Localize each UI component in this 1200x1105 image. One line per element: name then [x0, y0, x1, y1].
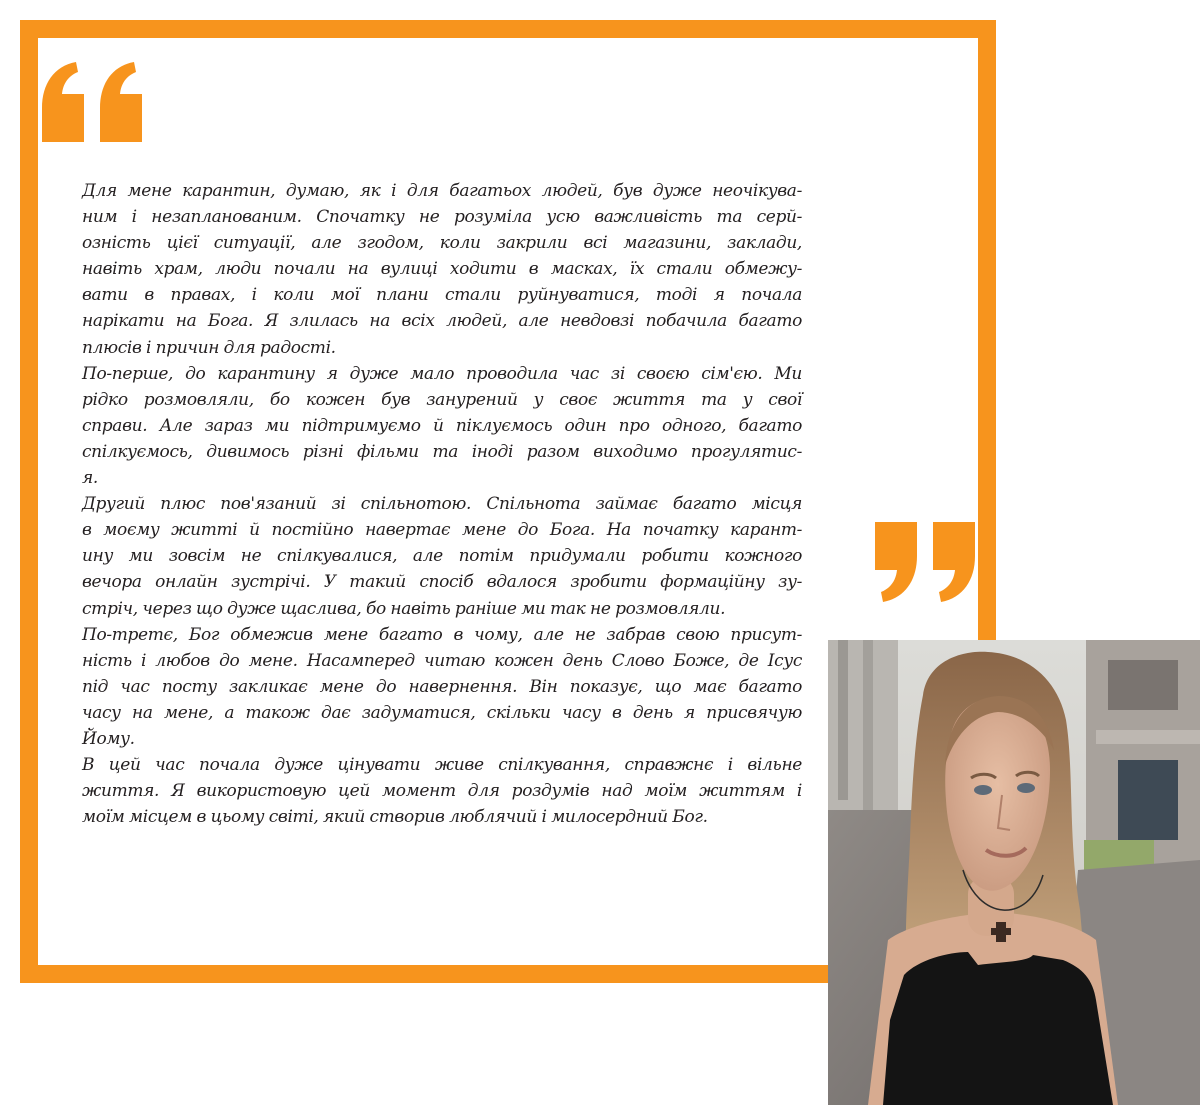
quote-line: ним і незапланованим. Спочатку не розуміла усю важливість та серй- — [82, 207, 802, 228]
quote-line: нарікати на Бога. Я злилась на всіх людей, але невдовзі побачила багато — [82, 311, 802, 332]
quote-line: в моєму житті й постійно навертає мене до Бога. На початку карант- — [82, 520, 802, 541]
quote-line: рідко розмовляли, бо кожен був занурений у своє життя та у свої — [82, 389, 802, 410]
quote-line: стріч, через що дуже щаслива, бо навіть раніше ми так не розмовляли. — [82, 598, 726, 619]
quote-line: По-третє, Бог обмежив мене багато в чому, але не забрав свою присут- — [82, 624, 802, 645]
quote-line: справи. Але зараз ми підтримуємо й піклуємось один про одного, багато — [82, 415, 802, 436]
quote-line: часу на мене, а також дає задуматися, скільки часу в день я присвячую — [82, 702, 802, 723]
quote-line: Для мене карантин, думаю, як і для багатьох людей, був дуже неочікува- — [82, 181, 802, 201]
close-quote-marks — [875, 522, 975, 602]
quote-line: Йому. — [82, 728, 135, 749]
quote-body — [82, 178, 802, 830]
quote-line: озність цієї ситуації, але згодом, коли закрили всі магазини, заклади, — [82, 233, 802, 254]
author-photo — [828, 640, 1200, 1105]
quote-line: моїм місцем в цьому світі, який створив люблячий і милосердний Бог. — [82, 807, 708, 828]
quote-line: плюсів і причин для радості. — [82, 337, 336, 358]
quote-line: ність і любов до мене. Насамперед читаю кожен день Слово Боже, де Ісус — [82, 650, 802, 671]
open-quote-marks — [42, 62, 142, 142]
quote-line: життя. Я використовую цей момент для роздумів над моїм життям і — [82, 781, 802, 802]
quote-line: я. — [82, 468, 98, 489]
quote-line: під час посту закликає мене до навернення. Він показує, що має багато — [82, 676, 802, 697]
open-quote-icon — [40, 62, 144, 144]
quote-line: спілкуємось, дивимось різні фільми та іноді разом виходимо прогулятис- — [82, 441, 802, 462]
close-quote-icon — [873, 520, 977, 602]
quote-line: навіть храм, люди почали на вулиці ходити в масках, їх стали обмежу- — [82, 259, 802, 280]
quote-line: Другий плюс пов'язаний зі спільнотою. Спільнота займає багато місця — [82, 494, 802, 515]
quote-line: По-перше, до карантину я дуже мало проводила час зі своєю сім'єю. Ми — [82, 363, 802, 384]
quote-line: ину ми зовсім не спілкувалися, але потім придумали робити кожного — [82, 546, 802, 567]
quote-line: вечора онлайн зустрічі. У такий спосіб вдалося зробити формаційну зу- — [82, 572, 802, 593]
quote-line: вати в правах, і коли мої плани стали руйнуватися, тоді я почала — [82, 285, 802, 306]
quote-line: В цей час почала дуже цінувати живе спілкування, справжнє і вільне — [82, 755, 802, 776]
